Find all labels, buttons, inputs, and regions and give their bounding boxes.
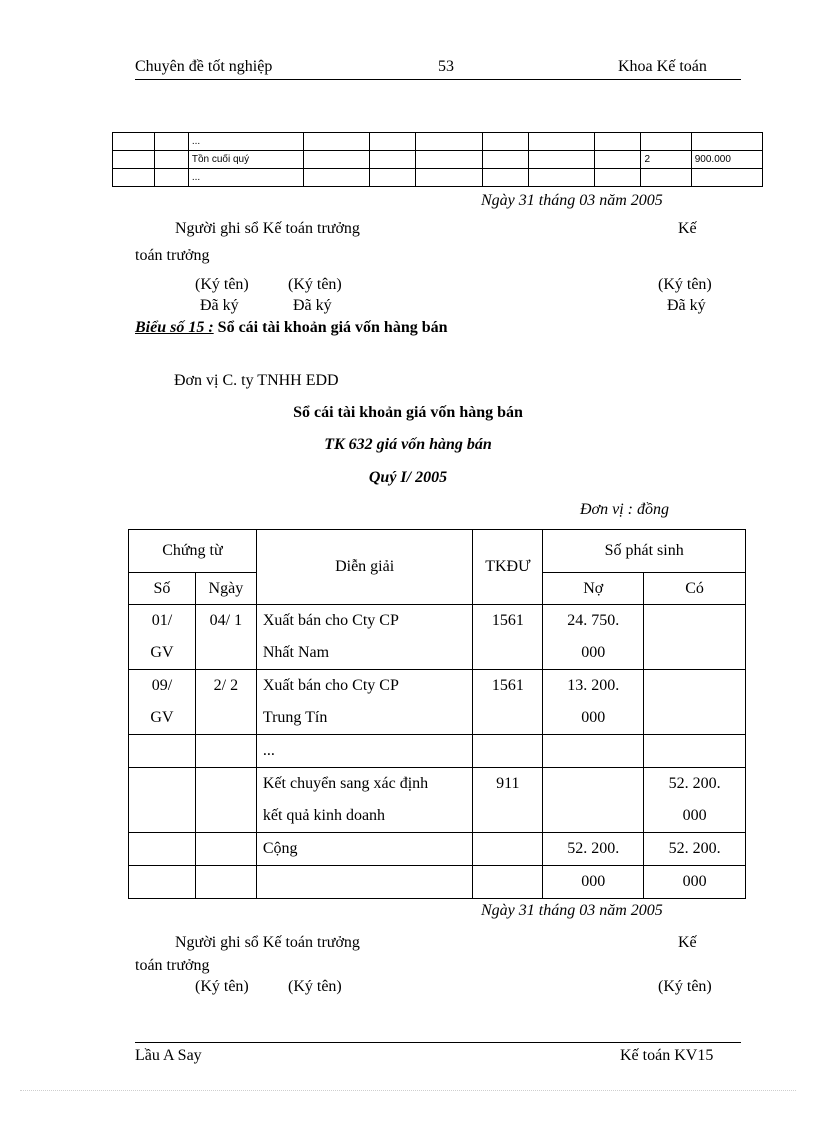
cell-line: 000	[581, 644, 606, 661]
table-cell: 900.000	[691, 151, 762, 169]
cell-line: Cộng	[262, 840, 298, 857]
table-cell	[483, 133, 529, 151]
table-cell	[595, 169, 641, 187]
signed-label-3: Đã ký	[667, 297, 706, 314]
cell-line: Xuất bán cho Cty CP	[262, 677, 399, 694]
cell-line: 04/ 1	[209, 612, 243, 629]
page-bottom-divider	[20, 1090, 796, 1091]
cell-credit	[644, 866, 746, 899]
cell-description	[256, 768, 473, 833]
table-cell: ...	[188, 169, 303, 187]
table-cell	[691, 133, 762, 151]
header-date: Ngày	[195, 573, 256, 605]
cell-line: GV	[150, 644, 174, 661]
header-voucher: Chứng từ	[129, 530, 257, 573]
header-left: Chuyên đề tốt nghiệp	[135, 58, 273, 75]
cell-number	[129, 866, 196, 899]
table-row	[129, 605, 746, 670]
cell-date	[195, 768, 256, 833]
cell-line: 000	[682, 873, 707, 890]
table-cell	[641, 169, 691, 187]
signature-line-2: toán trưởng	[135, 247, 210, 264]
table-cell	[113, 133, 155, 151]
cell-line: 52. 200.	[567, 840, 620, 857]
signature2-line-2: toán trưởng	[135, 957, 210, 974]
sign2-label-2: (Ký tên)	[288, 978, 342, 995]
table-cell: 2	[641, 151, 691, 169]
cell-line: 52. 200.	[668, 775, 721, 792]
table-cell	[641, 133, 691, 151]
cell-debit	[543, 866, 644, 899]
table-cell	[416, 133, 483, 151]
table-cell	[370, 169, 416, 187]
cell-date	[195, 605, 256, 670]
cell-credit	[644, 833, 746, 866]
cell-line: Nhất Nam	[262, 644, 330, 661]
table-cell	[483, 169, 529, 187]
cell-account	[473, 735, 543, 768]
cell-account	[473, 866, 543, 899]
footer-left: Lầu A Say	[135, 1047, 202, 1064]
cell-line: GV	[150, 709, 174, 726]
cell-line: 000	[682, 807, 707, 824]
signed-label-1: Đã ký	[200, 297, 239, 314]
table-row	[129, 866, 746, 899]
table-cell	[113, 151, 155, 169]
sign-label-2: (Ký tên)	[288, 276, 342, 293]
table-cell	[691, 169, 762, 187]
cell-description	[256, 833, 473, 866]
table-cell: Tồn cuối quý	[188, 151, 303, 169]
table-cell	[154, 151, 188, 169]
signed-label-2: Đã ký	[293, 297, 332, 314]
table-row	[129, 735, 746, 768]
table-row	[129, 670, 746, 735]
cell-description	[256, 866, 473, 899]
ledger-title: Sổ cái tài khoản giá vốn hàng bán	[293, 404, 523, 421]
ledger-subtitle: TK 632 giá vốn hàng bán	[324, 436, 492, 453]
cell-line: 1561	[491, 677, 524, 694]
cell-line: 2/ 2	[213, 677, 239, 694]
unit-name: Đơn vị C. ty TNHH EDD	[174, 372, 339, 389]
section-label: Biểu số 15 :	[135, 319, 214, 336]
table-cell	[595, 133, 641, 151]
section-heading	[135, 319, 448, 337]
cell-line: 000	[581, 873, 606, 890]
cell-line: 52. 200.	[668, 840, 721, 857]
header-number: Số	[129, 573, 196, 605]
footer-right: Kế toán KV15	[620, 1047, 714, 1064]
cell-line: 24. 750.	[567, 612, 620, 629]
cell-line: 911	[496, 775, 520, 792]
cell-line: 01/	[151, 612, 173, 629]
header-description: Diễn giải	[256, 530, 473, 605]
cell-date	[195, 833, 256, 866]
cell-date	[195, 735, 256, 768]
cell-line: 1561	[491, 612, 524, 629]
table-cell	[529, 133, 595, 151]
table-row	[129, 768, 746, 833]
signature-line-1-right: Kế	[678, 220, 697, 237]
sign2-label-3: (Ký tên)	[658, 978, 712, 995]
cell-date	[195, 866, 256, 899]
cell-number	[129, 605, 196, 670]
cell-debit	[543, 605, 644, 670]
header-right: Khoa Kế toán	[618, 58, 707, 75]
cell-line: 000	[581, 709, 606, 726]
header-rule	[135, 79, 741, 80]
signature2-line-1-right: Kế	[678, 934, 697, 951]
cell-debit	[543, 670, 644, 735]
cell-line: kết quả kinh doanh	[262, 807, 386, 824]
section-title: Sổ cái tài khoản giá vốn hàng bán	[217, 319, 448, 336]
cell-number	[129, 833, 196, 866]
sign-label-3: (Ký tên)	[658, 276, 712, 293]
table-cell	[303, 169, 369, 187]
header-credit: Có	[644, 573, 746, 605]
table-cell	[529, 169, 595, 187]
cell-account	[473, 605, 543, 670]
table-cell	[483, 151, 529, 169]
table-cell	[416, 169, 483, 187]
currency-note: Đơn vị : đồng	[580, 501, 669, 518]
cell-debit	[543, 735, 644, 768]
cell-line: Kết chuyển sang xác định	[262, 775, 429, 792]
sign2-label-1: (Ký tên)	[195, 978, 249, 995]
table-row	[113, 133, 763, 151]
table-cell	[370, 151, 416, 169]
table-cell	[595, 151, 641, 169]
cell-line: Xuất bán cho Cty CP	[262, 612, 399, 629]
cell-description	[256, 670, 473, 735]
header-account: TKĐƯ	[473, 530, 543, 605]
table-cell	[303, 151, 369, 169]
table-cell: ...	[188, 133, 303, 151]
cell-credit	[644, 670, 746, 735]
table-cell	[529, 151, 595, 169]
cell-line: ...	[262, 742, 275, 759]
page-number: 53	[438, 58, 454, 75]
cell-debit	[543, 833, 644, 866]
cell-credit	[644, 768, 746, 833]
cell-description	[256, 735, 473, 768]
signature-date-2: Ngày 31 tháng 03 năm 2005	[481, 902, 663, 919]
cell-line: 13. 200.	[567, 677, 620, 694]
cell-number	[129, 670, 196, 735]
table-row	[113, 169, 763, 187]
top-table	[112, 132, 763, 187]
table-cell	[370, 133, 416, 151]
cell-number	[129, 768, 196, 833]
cell-account	[473, 833, 543, 866]
header-amounts: Số phát sinh	[543, 530, 746, 573]
cell-account	[473, 768, 543, 833]
signature2-line-1: Người ghi sổ Kế toán trưởng	[175, 934, 360, 951]
cell-number	[129, 735, 196, 768]
table-cell	[113, 169, 155, 187]
cell-line: Trung Tín	[262, 709, 328, 726]
table-cell	[303, 133, 369, 151]
table-row	[129, 833, 746, 866]
table-cell	[416, 151, 483, 169]
table-cell	[154, 169, 188, 187]
ledger-table	[128, 529, 746, 899]
cell-credit	[644, 605, 746, 670]
ledger-period: Quý I/ 2005	[368, 469, 448, 486]
cell-date	[195, 670, 256, 735]
cell-debit	[543, 768, 644, 833]
signature-line-1: Người ghi sổ Kế toán trưởng	[175, 220, 360, 237]
header-debit: Nợ	[543, 573, 644, 605]
footer-rule	[135, 1042, 741, 1043]
table-row	[113, 151, 763, 169]
cell-line: 09/	[151, 677, 173, 694]
sign-label-1: (Ký tên)	[195, 276, 249, 293]
cell-description	[256, 605, 473, 670]
cell-credit	[644, 735, 746, 768]
table-cell	[154, 133, 188, 151]
cell-account	[473, 670, 543, 735]
signature-date-1: Ngày 31 tháng 03 năm 2005	[481, 192, 663, 209]
